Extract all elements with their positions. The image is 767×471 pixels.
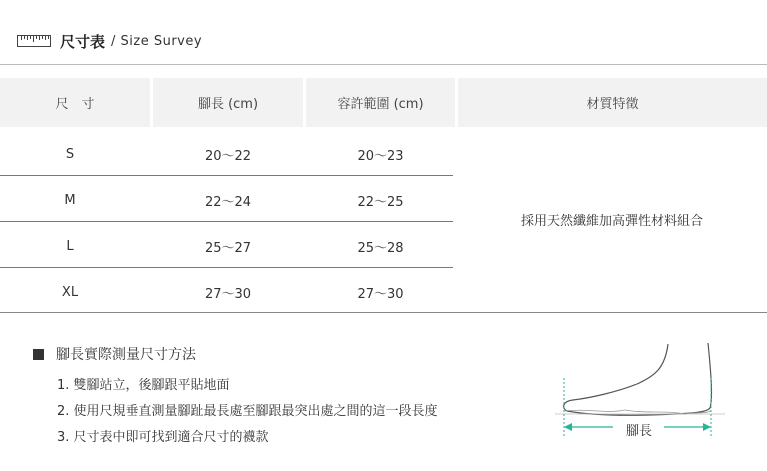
size-cell: XL [61,284,79,300]
row-divider [0,175,453,176]
header-divider [0,64,767,65]
range-cell: 27～30 [357,286,404,302]
page-subtitle: / Size Survey [111,33,203,49]
method-title [33,344,196,364]
size-cell: L [66,238,74,254]
header-size: 尺 寸 [0,78,150,127]
range-cell: 25～28 [357,240,404,256]
page-header [17,30,202,52]
page-title: 尺寸表 [60,32,106,51]
method-title-text: 腳長實際測量尺寸方法 [56,347,196,363]
table-row [0,131,453,177]
method-step: 1. 雙腳站立，後腳跟平貼地面 [57,378,230,393]
header-range: 容許範圍 (cm) [306,78,455,127]
square-bullet-icon [33,349,44,360]
table-row [0,269,453,315]
header-material: 材質特徵 [458,78,767,127]
header-foot-length: 腳長 (cm) [153,78,303,127]
foot-length-label: 腳長 [614,420,664,439]
foot-length-cell: 25～27 [204,240,252,256]
size-cell: S [65,146,75,162]
foot-outline-icon [564,343,712,415]
foot-length-cell: 22～24 [204,194,252,210]
method-step: 3. 尺寸表中即可找到適合尺寸的襪款 [57,430,269,445]
range-cell: 22～25 [357,194,404,210]
ruler-icon [17,35,51,47]
size-cell: M [64,192,76,208]
arrow-left-icon [564,423,572,431]
method-step: 2. 使用尺規垂直測量腳趾最長處至腳跟最突出處之間的這一段長度 [57,404,438,419]
row-divider [0,221,453,222]
table-bottom-line [0,312,767,313]
range-cell: 20～23 [357,148,404,164]
foot-length-cell: 20～22 [204,148,252,164]
table-row [0,223,453,269]
row-divider [0,267,453,268]
arrow-right-icon [703,423,711,431]
table-row [0,177,453,223]
foot-length-cell: 27～30 [204,286,252,302]
material-cell: 採用天然纖維加高彈性材料組合 [520,214,703,229]
